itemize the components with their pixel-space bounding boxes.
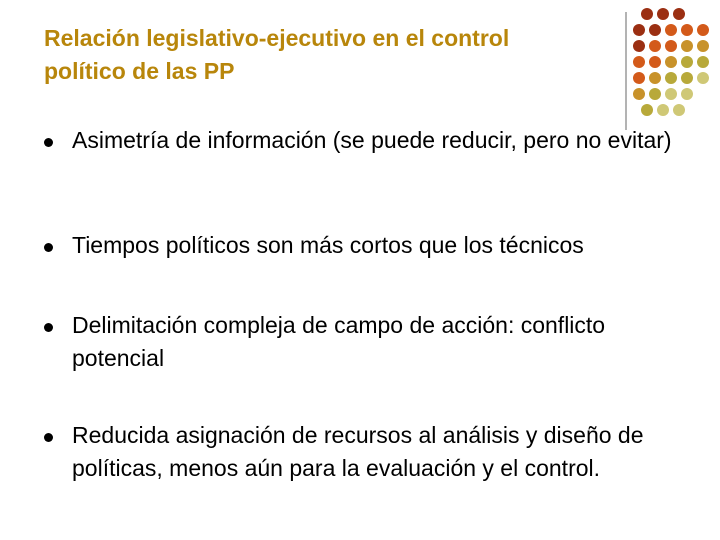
decorative-dot (673, 8, 685, 20)
decorative-dot (681, 88, 693, 100)
decorative-dot (633, 40, 645, 52)
decorative-dot (633, 72, 645, 84)
list-item-text: Tiempos políticos son más cortos que los técnicos (72, 232, 584, 258)
slide-title: Relación legislativo-ejecutivo en el control político de las PP (44, 25, 510, 84)
bullet-marker-icon (44, 433, 53, 442)
decorative-dot (633, 56, 645, 68)
decorative-dot (657, 104, 669, 116)
decorative-dot (633, 88, 645, 100)
decorative-dot (657, 8, 669, 20)
decorative-dot (681, 56, 693, 68)
decorative-dot (665, 24, 677, 36)
decorative-dot (681, 40, 693, 52)
decorative-dot (649, 88, 661, 100)
decorative-dot (649, 56, 661, 68)
decorative-dot (649, 40, 661, 52)
decorative-dot (697, 72, 709, 84)
bullet-marker-icon (44, 323, 53, 332)
list-item-text: Asimetría de información (se puede reducir, pero no evitar) (72, 127, 672, 153)
decorative-dot (641, 8, 653, 20)
decorative-dot (641, 104, 653, 116)
decorative-dot (665, 40, 677, 52)
decorative-dot (681, 24, 693, 36)
decorative-dot (649, 72, 661, 84)
list-item-text: Delimitación compleja de campo de acción: conflicto potencial (72, 312, 606, 371)
decorative-dot (649, 24, 661, 36)
list-item-text: Reducida asignación de recursos al análisis y diseño de políticas, menos aún para la evaluación y el control. (72, 422, 644, 481)
decorative-dot (665, 72, 677, 84)
decorative-dot (697, 24, 709, 36)
bullet-marker-icon (44, 243, 53, 252)
decorative-dot (665, 56, 677, 68)
decorative-divider (625, 12, 627, 130)
decorative-dot (673, 104, 685, 116)
decorative-dot (681, 72, 693, 84)
decorative-dot (697, 40, 709, 52)
decorative-dot (697, 56, 709, 68)
decorative-dot (633, 24, 645, 36)
bullet-marker-icon (44, 138, 53, 147)
decorative-dot (665, 88, 677, 100)
